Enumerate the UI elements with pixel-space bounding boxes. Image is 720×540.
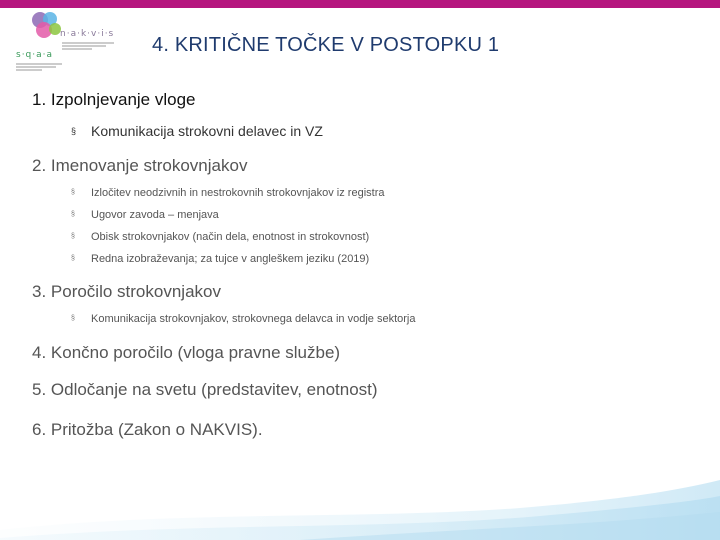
logo-wordmark-nakvis: n·a·k·v·i·s <box>60 29 115 39</box>
logo-tagline <box>62 41 117 51</box>
list-item <box>32 248 384 270</box>
list-item-text: Komunikacija strokovnjakov, strokovnega delavca in vodje sektorja <box>91 313 416 325</box>
bullet-icon: § <box>71 189 75 196</box>
list-item <box>32 204 384 226</box>
bullet-icon: § <box>71 211 75 218</box>
list-item-text: Ugovor zavoda – menjava <box>91 209 219 221</box>
top-accent-bar <box>0 0 720 8</box>
section-2 <box>32 156 384 270</box>
section-items <box>32 308 415 330</box>
logo-tagline-en <box>16 62 64 72</box>
list-item <box>32 226 384 248</box>
list-item <box>32 182 384 204</box>
nakvis-logo <box>10 10 120 74</box>
bullet-icon: § <box>71 315 75 322</box>
section-heading: 1. Izpolnjevanje vloge <box>32 90 196 109</box>
footer-wave-decoration <box>0 450 720 540</box>
section-6-heading: 6. Pritožba (Zakon o NAKVIS). <box>32 420 263 439</box>
section-5-heading: 5. Odločanje na svetu (predstavitev, enotnost) <box>32 380 378 399</box>
list-item-text: Obisk strokovnjakov (način dela, enotnost in strokovnost) <box>91 231 370 243</box>
list-item-text: Izločitev neodzivnih in nestrokovnih strokovnjakov iz registra <box>91 187 385 199</box>
section-items <box>32 182 384 270</box>
logo-wordmark-sqaa: s·q·a·a <box>16 50 54 60</box>
slide-title: 4. KRITIČNE TOČKE V POSTOPKU 1 <box>152 34 500 56</box>
section-items <box>32 120 323 142</box>
section-heading: 3. Poročilo strokovnjakov <box>32 282 221 301</box>
bullet-icon: § <box>71 255 75 262</box>
section-heading: 2. Imenovanje strokovnjakov <box>32 156 248 175</box>
section-1 <box>32 90 323 142</box>
list-item <box>32 308 415 330</box>
bullet-icon: § <box>71 126 77 136</box>
list-item-text: Komunikacija strokovni delavec in VZ <box>91 123 323 139</box>
list-item <box>32 120 323 142</box>
bullet-icon: § <box>71 233 75 240</box>
list-item-text: Redna izobraževanja; za tujce v angleškem jeziku (2019) <box>91 253 370 265</box>
section-3 <box>32 282 415 330</box>
section-4-heading: 4. Končno poročilo (vloga pravne službe) <box>32 343 341 362</box>
